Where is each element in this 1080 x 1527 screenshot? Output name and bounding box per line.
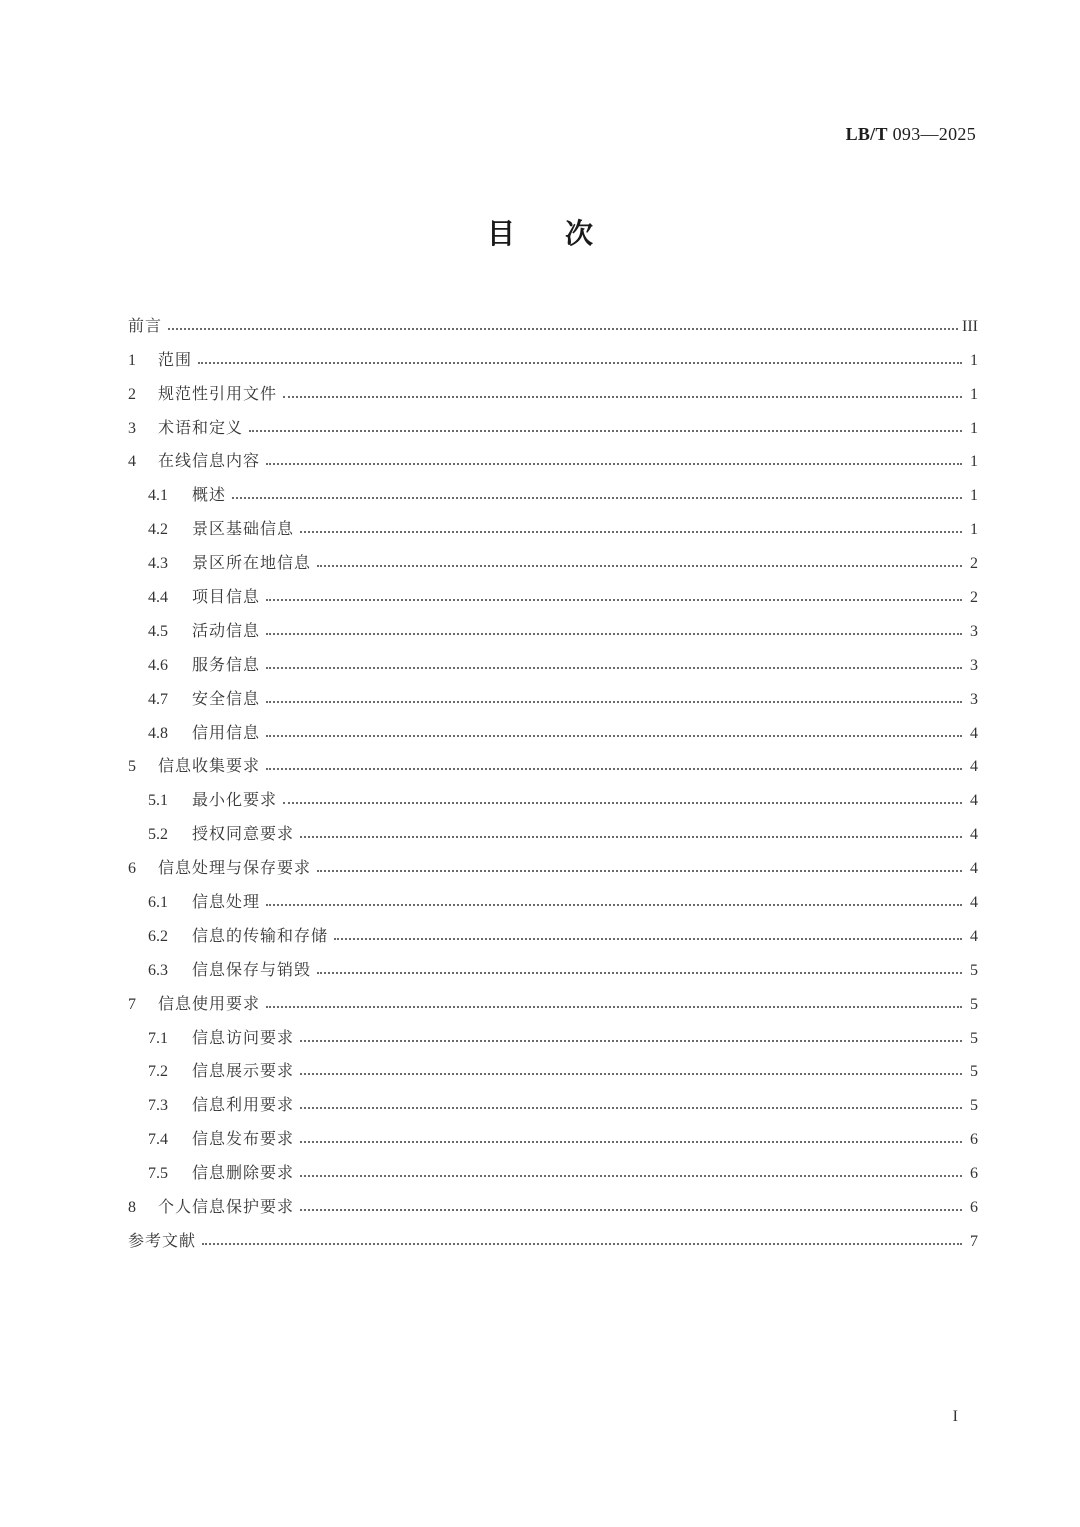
toc-entry-page: 6 <box>970 1131 978 1149</box>
toc-entry-page: 1 <box>970 453 978 471</box>
toc-entry[interactable] <box>128 675 978 709</box>
toc-entry-label: 信息展示要求 <box>192 1061 295 1081</box>
toc-entry-page: 3 <box>970 622 978 640</box>
toc-entry[interactable] <box>128 878 978 912</box>
toc-entry[interactable] <box>128 810 978 844</box>
toc-entry-label: 授权同意要求 <box>192 824 295 844</box>
toc-entry-page: 4 <box>970 927 978 945</box>
toc-dot-leader <box>300 836 962 838</box>
toc-entry-label: 信息处理与保存要求 <box>158 858 312 878</box>
toc-entry-label: 信息的传输和存储 <box>192 925 329 945</box>
toc-entry-number: 6.3 <box>148 961 168 979</box>
toc-entry[interactable] <box>128 912 978 946</box>
toc-dot-leader <box>300 1040 962 1042</box>
toc-entry-page: 6 <box>970 1199 978 1217</box>
toc-entry-page: 5 <box>970 961 978 979</box>
toc-entry-number: 4.2 <box>148 521 168 539</box>
toc-entry-number: 7.4 <box>148 1131 168 1149</box>
toc-entry-label: 概述 <box>192 485 227 505</box>
toc-entry-page: 7 <box>970 1232 978 1250</box>
toc-dot-leader <box>266 667 962 669</box>
toc-dot-leader <box>283 396 962 398</box>
toc-entry-label: 个人信息保护要求 <box>158 1197 295 1217</box>
toc-entry-number: 7.5 <box>148 1165 168 1183</box>
toc-dot-leader <box>300 1107 962 1109</box>
toc-entry-number: 4.8 <box>148 724 168 742</box>
toc-entry-page: 3 <box>970 656 978 674</box>
toc-entry[interactable] <box>128 1217 978 1251</box>
toc-entry-page: 5 <box>970 995 978 1013</box>
toc-entry[interactable] <box>128 404 978 438</box>
toc-entry-page: 5 <box>970 1029 978 1047</box>
toc-entry-number: 7.2 <box>148 1063 168 1081</box>
toc-entry-number: 1 <box>128 351 136 369</box>
toc-entry-page: 4 <box>970 894 978 912</box>
toc-entry-page: III <box>962 317 978 335</box>
toc-dot-leader <box>317 870 962 872</box>
toc-entry[interactable] <box>128 336 978 370</box>
toc-entry-page: 4 <box>970 724 978 742</box>
toc-entry-number: 6.1 <box>148 894 168 912</box>
toc-dot-leader <box>232 497 962 499</box>
toc-entry-label: 在线信息内容 <box>158 451 261 471</box>
toc-entry-label: 信息处理 <box>192 892 261 912</box>
toc-entry-label: 安全信息 <box>192 688 261 708</box>
toc-dot-leader <box>266 1006 962 1008</box>
toc-entry-number: 2 <box>128 385 136 403</box>
toc-entry[interactable] <box>128 641 978 675</box>
toc-entry[interactable] <box>128 438 978 472</box>
toc-entry[interactable] <box>128 573 978 607</box>
toc-entry-label: 信息发布要求 <box>192 1129 295 1149</box>
toc-dot-leader <box>266 904 962 906</box>
toc-entry-label: 前言 <box>128 315 163 335</box>
toc-entry-number: 5.2 <box>148 826 168 844</box>
document-code-number: 093—2025 <box>892 124 976 144</box>
toc-dot-leader <box>266 463 962 465</box>
toc-entry-label: 活动信息 <box>192 620 261 640</box>
toc-entry-label: 信息利用要求 <box>192 1095 295 1115</box>
toc-entry-number: 4.1 <box>148 487 168 505</box>
toc-dot-leader <box>266 768 962 770</box>
toc-dot-leader <box>168 328 958 330</box>
toc-entry[interactable] <box>128 1115 978 1149</box>
toc-entry-page: 1 <box>970 419 978 437</box>
page-number: I <box>952 1408 958 1425</box>
toc-dot-leader <box>202 1243 962 1245</box>
toc-entry-label: 景区所在地信息 <box>192 553 312 573</box>
toc-entry[interactable] <box>128 1014 978 1048</box>
toc-entry-page: 6 <box>970 1165 978 1183</box>
toc-dot-leader <box>300 531 962 533</box>
toc-entry[interactable] <box>128 471 978 505</box>
toc-entry[interactable] <box>128 302 978 336</box>
document-code <box>846 124 976 145</box>
toc-entry-number: 6 <box>128 860 136 878</box>
toc-entry[interactable] <box>128 743 978 777</box>
toc-entry-label: 参考文献 <box>128 1230 197 1250</box>
toc-entry-page: 4 <box>970 826 978 844</box>
toc-dot-leader <box>300 1073 962 1075</box>
toc-entry[interactable] <box>128 776 978 810</box>
toc-title: 目次 <box>486 217 643 250</box>
toc-entry-label: 项目信息 <box>192 587 261 607</box>
toc-entry-number: 4.5 <box>148 622 168 640</box>
toc-entry-label: 景区基础信息 <box>192 519 295 539</box>
toc-entry-label: 信息使用要求 <box>158 993 261 1013</box>
toc-dot-leader <box>266 735 962 737</box>
toc-entry[interactable] <box>128 844 978 878</box>
toc-entry[interactable] <box>128 607 978 641</box>
toc-entry[interactable] <box>128 1149 978 1183</box>
toc-dot-leader <box>283 802 962 804</box>
toc-dot-leader <box>300 1175 962 1177</box>
toc-entry-page: 1 <box>970 385 978 403</box>
toc-dot-leader <box>249 430 962 432</box>
toc-entry-page: 2 <box>970 589 978 607</box>
toc-entry-number: 4.6 <box>148 656 168 674</box>
toc-entry[interactable] <box>128 1081 978 1115</box>
toc-dot-leader <box>266 633 962 635</box>
toc-entry-number: 4.3 <box>148 555 168 573</box>
toc-entry-number: 8 <box>128 1199 136 1217</box>
toc-entry-page: 1 <box>970 521 978 539</box>
toc-entry[interactable] <box>128 946 978 980</box>
document-code-prefix: LB/T <box>845 124 888 144</box>
toc-entry[interactable] <box>128 370 978 404</box>
toc-entry[interactable] <box>128 539 978 573</box>
toc-entry-page: 4 <box>970 860 978 878</box>
toc-entry-number: 7 <box>128 995 136 1013</box>
toc-entry[interactable] <box>128 709 978 743</box>
toc-dot-leader <box>300 1209 962 1211</box>
toc-entry-number: 4.4 <box>148 589 168 607</box>
toc-entry[interactable] <box>128 505 978 539</box>
toc-entry-number: 4.7 <box>148 690 168 708</box>
toc-dot-leader <box>266 701 962 703</box>
toc-entry-label: 服务信息 <box>192 654 261 674</box>
toc-entry-label: 信用信息 <box>192 722 261 742</box>
toc-entry-page: 2 <box>970 555 978 573</box>
toc-entry-number: 4 <box>128 453 136 471</box>
toc-entry-page: 5 <box>970 1063 978 1081</box>
toc-dot-leader <box>334 938 962 940</box>
toc-entry-number: 6.2 <box>148 927 168 945</box>
toc-entry-page: 3 <box>970 690 978 708</box>
toc-dot-leader <box>266 599 962 601</box>
toc-entry-label: 范围 <box>158 349 193 369</box>
toc-entry-number: 7.1 <box>148 1029 168 1047</box>
table-of-contents <box>128 302 978 1251</box>
toc-entry-number: 7.3 <box>148 1097 168 1115</box>
toc-entry-page: 1 <box>970 351 978 369</box>
toc-entry-label: 术语和定义 <box>158 417 244 437</box>
toc-dot-leader <box>317 565 962 567</box>
toc-entry[interactable] <box>128 1048 978 1082</box>
toc-entry-number: 5 <box>128 758 136 776</box>
toc-dot-leader <box>317 972 962 974</box>
toc-entry-label: 信息保存与销毁 <box>192 959 312 979</box>
toc-entry-page: 4 <box>970 758 978 776</box>
toc-entry[interactable] <box>128 980 978 1014</box>
toc-entry-label: 信息收集要求 <box>158 756 261 776</box>
toc-entry-label: 规范性引用文件 <box>158 383 278 403</box>
toc-dot-leader <box>300 1141 962 1143</box>
toc-entry-page: 5 <box>970 1097 978 1115</box>
toc-entry-page: 4 <box>970 792 978 810</box>
toc-entry-label: 信息删除要求 <box>192 1163 295 1183</box>
toc-entry-page: 1 <box>970 487 978 505</box>
toc-dot-leader <box>198 362 962 364</box>
toc-entry-number: 3 <box>128 419 136 437</box>
toc-entry-label: 信息访问要求 <box>192 1027 295 1047</box>
toc-entry-label: 最小化要求 <box>192 790 278 810</box>
toc-entry-number: 5.1 <box>148 792 168 810</box>
toc-entry[interactable] <box>128 1183 978 1217</box>
